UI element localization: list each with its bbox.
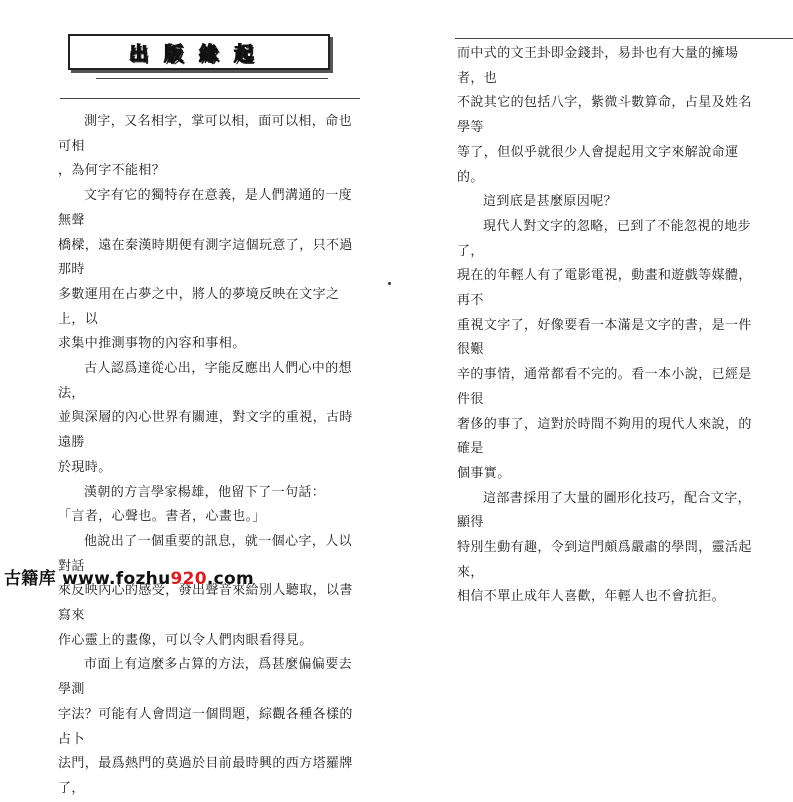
right-body-text <box>457 42 763 610</box>
text-line: 市面上有這麼多占算的方法，爲甚麼偏偏要去學測 <box>58 657 353 698</box>
title-underline <box>96 78 328 79</box>
site-watermark <box>4 564 254 589</box>
text-line: 這到底是甚麼原因呢？ <box>483 194 618 210</box>
section-divider <box>60 98 360 99</box>
text-line: 橋樑，遠在秦漢時期便有測字這個玩意了，只不過那時 <box>58 237 353 278</box>
title-box <box>68 34 330 70</box>
paragraph <box>457 190 763 215</box>
text-line: 特別生動有趣，令到這門頗爲嚴肅的學問，靈活起來， <box>457 540 752 580</box>
paragraph <box>58 505 358 530</box>
paragraph <box>457 487 763 611</box>
paragraph <box>457 215 763 487</box>
paragraph <box>58 357 358 481</box>
text-line: 相信不單止成年人喜歡，年輕人也不會抗拒。 <box>457 589 726 605</box>
paragraph <box>58 653 358 801</box>
text-line: 個事實。 <box>457 465 511 481</box>
stray-mark <box>388 282 391 285</box>
text-line: 來反映內心的感受，發出聲音來給別人聽取，以書寫來 <box>58 583 353 624</box>
right-page <box>395 0 793 605</box>
text-line: 現代人對文字的忽略，已到了不能忽視的地步了， <box>457 218 752 259</box>
text-line: 不說其它的包括八字，紫微斗數算命，占星及姓名學等 <box>457 95 752 136</box>
text-line: 字法？可能有人會問這一個問題，綜觀各種各樣的占卜 <box>58 706 353 747</box>
text-line: 奢侈的事了，這對於時間不夠用的現代人來說，的確是 <box>457 416 752 457</box>
text-line: 等了，但似乎就很少人會提起用文字來解說命運的。 <box>457 144 739 185</box>
text-line: 文字有它的獨特存在意義，是人們溝通的一度無聲 <box>58 188 353 228</box>
paragraph <box>58 481 358 506</box>
page-title: 出版緣起 <box>128 42 269 65</box>
text-line: 他說出了一個重要的訊息，就一個心字，人以對話 <box>58 533 353 574</box>
text-line: 法門，最爲熱門的莫過於目前最時興的西方塔羅牌了， <box>58 756 353 796</box>
text-line: 求集中推測事物的內容和事相。 <box>58 336 246 352</box>
text-line: 於現時。 <box>58 459 112 475</box>
left-page <box>0 0 395 796</box>
text-line: 現在的年輕人有了電影電視，動畫和遊戲等媒體，再不 <box>457 268 752 309</box>
text-line: 漢朝的方言學家楊雄，他留下了一句話： <box>84 484 326 500</box>
text-line: 測字，又名相字，掌可以相，面可以相，命也可相 <box>58 114 353 154</box>
text-line: 古人認爲達從心出，字能反應出人們心中的想法， <box>58 361 353 401</box>
text-line: 這部書採用了大量的圖形化技巧，配合文字，顯得 <box>457 490 752 531</box>
paragraph <box>457 42 763 190</box>
watermark-brand: 古籍库 <box>4 569 56 589</box>
text-line: 而中式的文王卦即金錢卦，易卦也有大量的擁場者，也 <box>457 46 739 86</box>
text-line: 作心靈上的畫像，可以令人們肉眼看得見。 <box>58 632 313 648</box>
text-line: 「言者，心聲也。書者，心畫也。」 <box>58 509 266 525</box>
text-line: 多數運用在占夢之中，將人的夢境反映在文字之上，以 <box>58 286 340 327</box>
top-rule <box>455 38 793 39</box>
text-line: 重視文字了，好像要看一本滿是文字的書，是一件很艱 <box>457 317 752 358</box>
watermark-url: www.fozhu920.com <box>62 569 255 589</box>
text-line: 並與深層的內心世界有關連，對文字的重視，古時遠勝 <box>58 410 353 451</box>
left-body-text <box>58 110 358 802</box>
paragraph <box>58 110 358 184</box>
paragraph <box>58 184 358 357</box>
text-line: ，為何字不能相？ <box>58 163 166 179</box>
text-line: 辛的事情，通常都看不完的。看一本小說，已經是件很 <box>457 367 752 407</box>
paragraph <box>58 530 358 654</box>
